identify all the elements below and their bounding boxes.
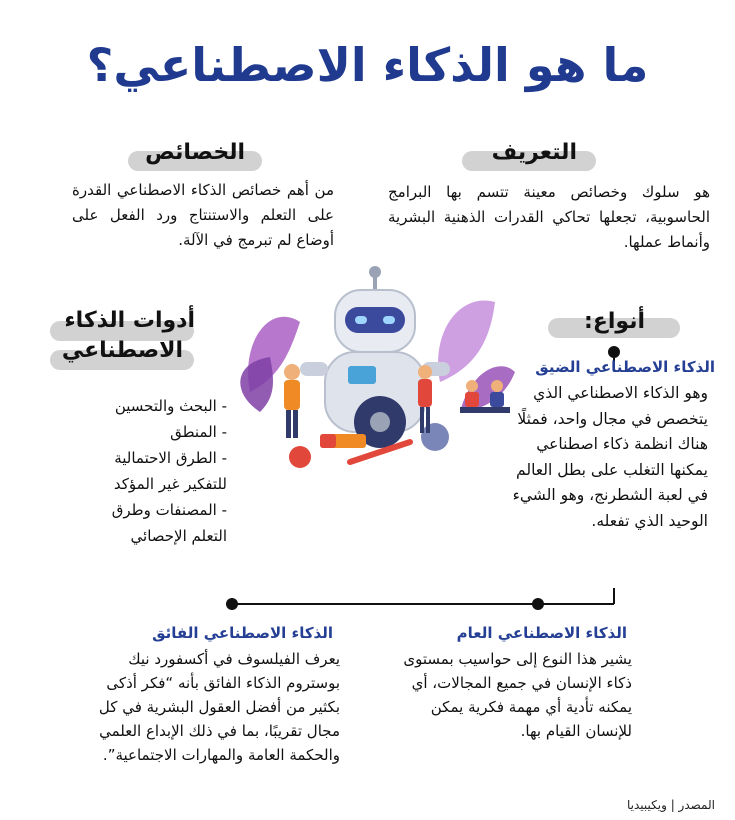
robot-eye-left: [355, 316, 367, 324]
tools-heading-line2: الاصطناعي: [61, 338, 183, 363]
general-ai-title: الذكاء الاصطناعي العام: [456, 624, 627, 642]
desk-person-1-head: [466, 380, 478, 392]
person-right-leg-2: [426, 407, 430, 433]
person-right-leg: [420, 407, 424, 433]
battery-cap: [320, 434, 336, 448]
robot-antenna-ball: [369, 266, 381, 278]
narrow-ai-text: وهو الذكاء الاصطناعي الذي يتخصص في مجال واحد، فمثلًا هناك انظمة ذكاء اصطناعي يمكنها التغلب على بطل العالم في لعبة الشطرنج، وهو الشيء الوحيد الذي تفعله.: [512, 384, 708, 530]
gear-large-hub: [370, 412, 390, 432]
connector-line: [613, 588, 615, 604]
list-item: - المنطق: [170, 423, 227, 441]
desk-person-2-head: [491, 380, 503, 392]
gear-red: [289, 446, 311, 468]
robot-screen: [348, 366, 376, 384]
robot-visor: [345, 307, 405, 333]
general-ai-text: يشير هذا النوع إلى حواسيب بمستوى ذكاء الإنسان في جميع المجالات، أي يمكنه تأدية أي مهمة فكرية يمكن للإنسان القيام بها.: [403, 650, 632, 740]
desk: [460, 407, 510, 413]
list-item: - الطرق الاحتمالية: [114, 449, 227, 467]
super-ai-title: الذكاء الاصطناعي الفائق: [152, 624, 333, 642]
narrow-ai-title: الذكاء الاصطناعي الضيق: [535, 358, 715, 376]
desk-person-1: [465, 392, 479, 407]
super-ai-text: يعرف الفيلسوف في أكسفورد نيك بوستروم الذكاء الفائق بأنه “فكر أذكى بكثير من أفضل العقول البشرية في كل مجال تقريبًا، بما في ذلك الإبداع العلمي والحكمة العامة والمهارات الاجتماعية”.: [98, 650, 340, 764]
source-credit: المصدر | ويكيبيديا: [626, 798, 715, 812]
desk-person-2: [490, 392, 504, 407]
connector-dot-general: [532, 598, 544, 610]
list-item: للتفكير غير المؤكد: [113, 475, 227, 493]
definition-heading: التعريف: [491, 140, 577, 165]
person-right-head: [418, 365, 432, 379]
person-right-body: [418, 379, 432, 407]
list-item: - البحث والتحسين: [114, 397, 227, 415]
types-heading: أنواع:: [584, 309, 645, 334]
list-item: - المصنفات وطرق: [111, 501, 227, 519]
person-left-body: [284, 380, 300, 410]
list-item: التعلم الإحصائي: [130, 527, 227, 545]
person-left-leg-2: [293, 410, 298, 438]
gear-small: [421, 423, 449, 451]
connector-line: [236, 603, 614, 605]
characteristics-heading: الخصائص: [145, 140, 245, 165]
tools-heading-line1: أدوات الذكاء: [64, 308, 195, 333]
characteristics-text: من أهم خصائص الذكاء الاصطناعي القدرة على التعلم والاستنتاج ورد الفعل على أوضاع لم تبرمج في الآلة.: [72, 181, 334, 249]
page-title: ما هو الذكاء الاصطناعي؟: [86, 38, 649, 92]
definition-text: هو سلوك وخصائص معينة تتسم بها البرامج الحاسوبية، تجعلها تحاكي القدرات الذهنية البشرية وأنماط عملها.: [388, 183, 710, 251]
person-left-leg: [286, 410, 291, 438]
person-left-head: [284, 364, 300, 380]
leaf-left-2: [240, 357, 273, 412]
robot-arm-left: [300, 362, 328, 376]
robot-eye-right: [383, 316, 395, 324]
tools-list: [67, 393, 227, 549]
robot-illustration: [230, 262, 520, 482]
connector-dot-super: [226, 598, 238, 610]
